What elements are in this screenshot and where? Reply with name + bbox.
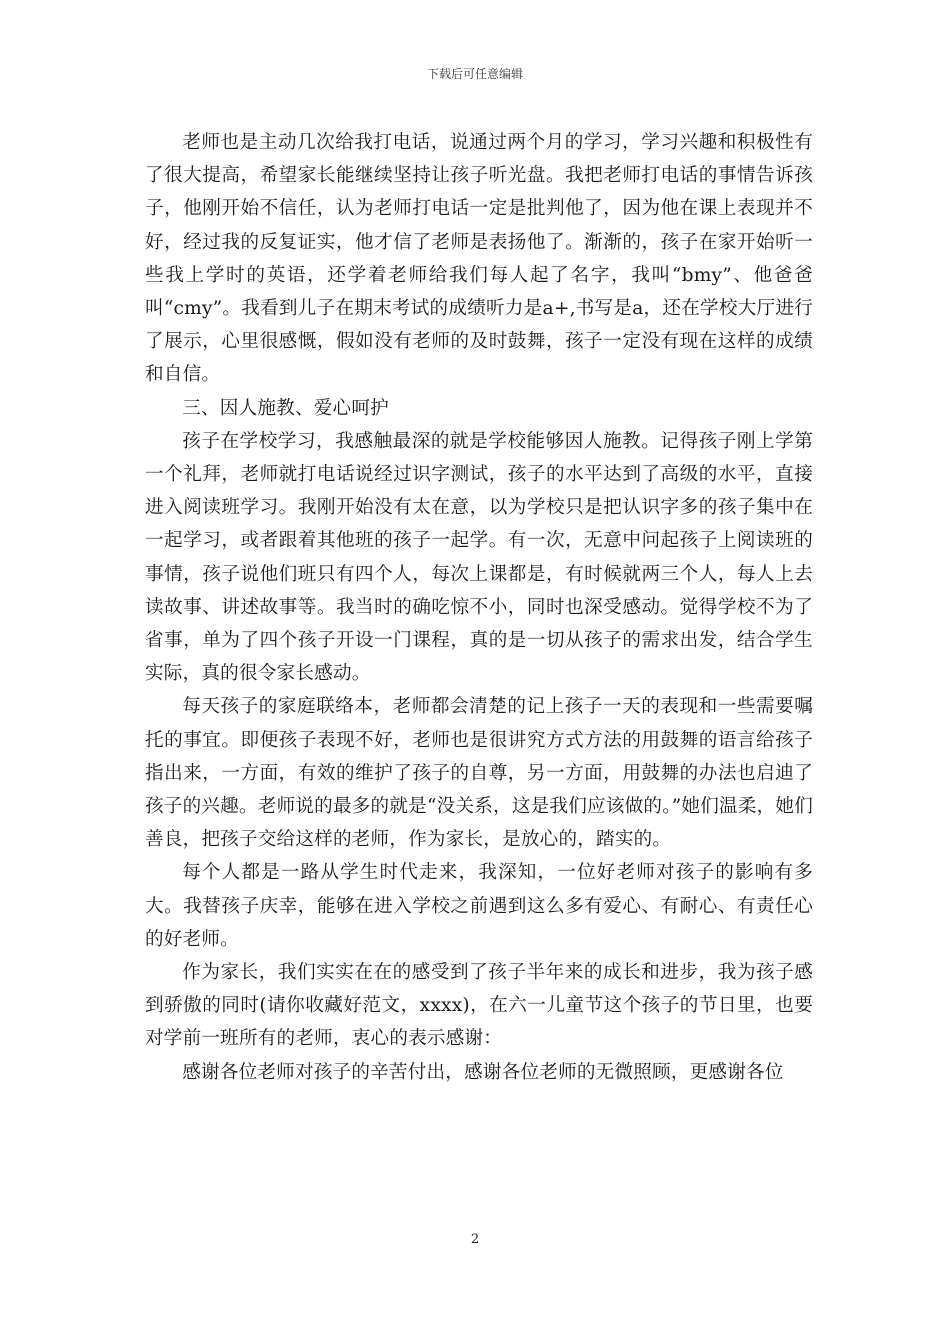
page-number: 2 [470, 1232, 480, 1247]
section-heading: 三、因人施教、爱心呵护 [182, 397, 389, 419]
body-paragraph: 每个人都是一路从学生时代走来，我深知，一位好老师对孩子的影响有多大。我替孩子庆幸，能够在进入学校之前遇到这么多有爱心、有耐心、有责任心的好老师。 [145, 862, 813, 950]
body-paragraph: 孩子在学校学习，我感触最深的就是学校能够因人施教。记得孩子刚上学第一个礼拜，老师就打电话说经过识字测试，孩子的水平达到了高级的水平，直接进入阅读班学习。我刚开始没有太在意，以为学校只是把认识字多的孩子集中在一起学习，或者跟着其他班的孩子一起学。有一次，无意中问起孩子上阅读班的事情，孩子说他们班只有四个人，每次上课都是，有时候就两三个人，每人上去读故事、讲述故事等。我当时的确吃惊不小，同时也深受感动。觉得学校不为了省事，单为了四个孩子开设一门课程，真的是一切从孩子的需求出发，结合学生实际，真的很令家长感动。 [145, 430, 813, 685]
page-header: 下载后可任意编辑 [426, 67, 523, 81]
body-paragraph: 老师也是主动几次给我打电话，说通过两个月的学习，学习兴趣和积极性有了很大提高，希望家长能继续坚持让孩子听光盘。我把老师打电话的事情告诉孩子，他刚开始不信任，认为老师打电话一定是批判他了，因为他在课上表现并不好，经过我的反复证实，他才信了老师是表扬他了。渐渐的，孩子在家开始听一些我上学时的英语，还学着老师给我们每人起了名字，我叫“bmy”、他爸爸叫“cmy”。我看到儿子在期末考试的成绩听力是a+,书写是a，还在学校大厅进行了展示，心里很感慨，假如没有老师的及时鼓舞，孩子一定没有现在这样的成绩和自信。 [145, 132, 813, 386]
document-body [145, 126, 813, 1089]
body-paragraph: 每天孩子的家庭联络本，老师都会清楚的记上孩子一天的表现和一些需要嘱托的事宜。即便孩子表现不好，老师也是很讲究方式方法的用鼓舞的语言给孩子指出来，一方面，有效的维护了孩子的自尊，另一方面，用鼓舞的办法也启迪了孩子的兴趣。老师说的最多的就是“没关系，这是我们应该做的。”她们温柔，她们善良，把孩子交给这样的老师，作为家长，是放心的，踏实的。 [145, 696, 813, 851]
body-paragraph: 作为家长，我们实实在在的感受到了孩子半年来的成长和进步，我为孩子感到骄傲的同时(请你收藏好范文，xxxx)，在六一儿童节这个孩子的节日里，也要对学前一班所有的老师，衷心的表示感谢： [145, 962, 813, 1050]
body-paragraph: 感谢各位老师对孩子的辛苦付出，感谢各位老师的无微照顾，更感谢各位 [182, 1061, 784, 1083]
